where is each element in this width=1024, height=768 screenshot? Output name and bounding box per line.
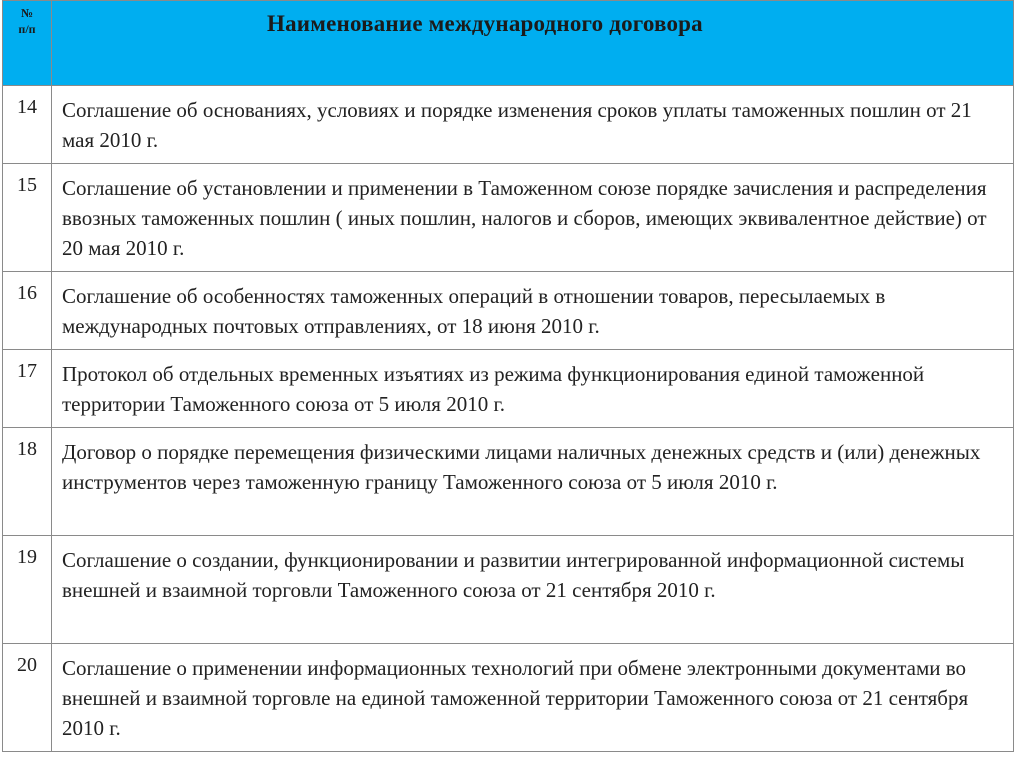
table-row bbox=[3, 164, 1014, 272]
table-row bbox=[3, 350, 1014, 428]
treaty-name: Протокол об отдельных временных изъятиях из режима функционирования единой таможенной территории Таможенного союза от 5 июля 2010 г. bbox=[52, 350, 1014, 428]
treaty-name: Соглашение о применении информационных технологий при обмене электронными документами во внешней и взаимной торговле на единой таможенной территории Таможенного союза от 21 сентября 2010 г. bbox=[52, 644, 1014, 752]
column-header-number-symbol: № bbox=[20, 6, 34, 20]
row-number: 19 bbox=[3, 536, 52, 644]
treaties-table bbox=[2, 0, 1014, 752]
table-row bbox=[3, 86, 1014, 164]
treaty-name: Соглашение об особенностях таможенных операций в отношении товаров, пересылаемых в международных почтовых отправлениях, от 18 июня 2010 г. bbox=[52, 272, 1014, 350]
treaty-name: Договор о порядке перемещения физическими лицами наличных денежных средств и (или) денежных инструментов через таможенную границу Таможенного союза от 5 июля 2010 г. bbox=[52, 428, 1014, 536]
table-header-row bbox=[3, 1, 1014, 86]
table-row bbox=[3, 536, 1014, 644]
row-number: 20 bbox=[3, 644, 52, 752]
treaty-name: Соглашение о создании, функционировании и развитии интегрированной информационной системы внешней и взаимной торговли Таможенного союза от 21 сентября 2010 г. bbox=[52, 536, 1014, 644]
row-number: 17 bbox=[3, 350, 52, 428]
column-header-number-abbr: п/п bbox=[18, 22, 36, 36]
table-row bbox=[3, 272, 1014, 350]
row-number: 18 bbox=[3, 428, 52, 536]
column-header-number bbox=[3, 1, 52, 86]
column-header-title: Наименование международного договора bbox=[52, 1, 1014, 86]
row-number: 14 bbox=[3, 86, 52, 164]
treaty-name: Соглашение об установлении и применении в Таможенном союзе порядке зачисления и распределения ввозных таможенных пошлин ( иных пошлин, налогов и сборов, имеющих эквивалентное действие) от 20 мая 2010 г. bbox=[52, 164, 1014, 272]
table-row bbox=[3, 428, 1014, 536]
treaty-name: Соглашение об основаниях, условиях и порядке изменения сроков уплаты таможенных пошлин от 21 мая 2010 г. bbox=[52, 86, 1014, 164]
row-number: 15 bbox=[3, 164, 52, 272]
row-number: 16 bbox=[3, 272, 52, 350]
table-row bbox=[3, 644, 1014, 752]
